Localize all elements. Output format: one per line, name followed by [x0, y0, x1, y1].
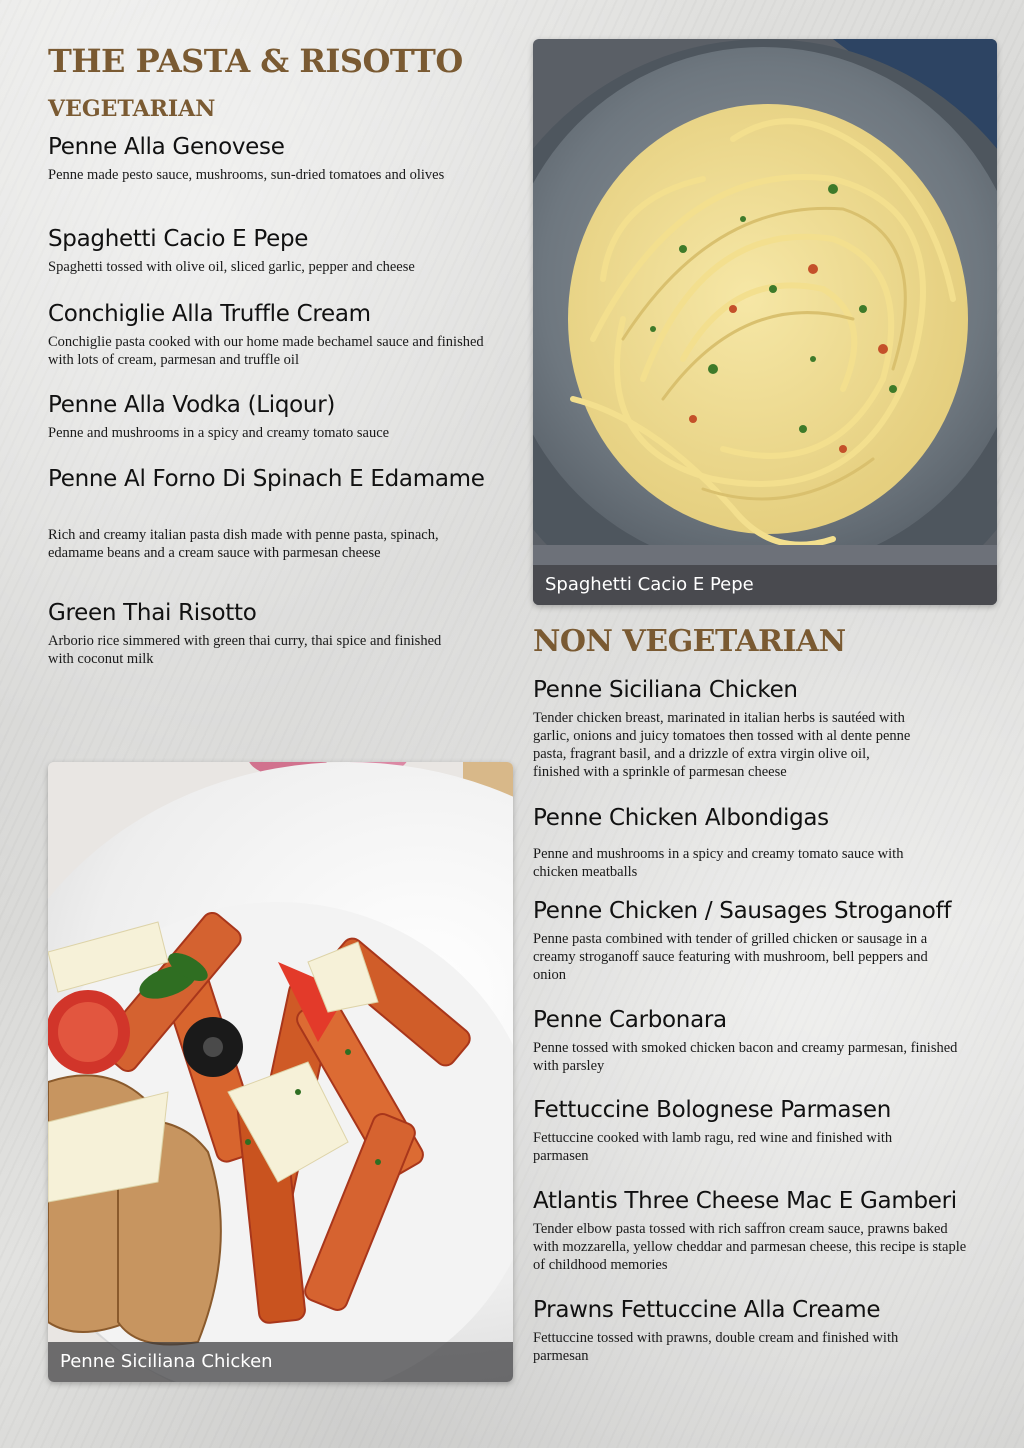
item-description: Penne and mushrooms in a spicy and creamy tomato sauce with chicken meatballs [533, 846, 904, 880]
menu-item [48, 226, 498, 276]
item-description: Tender chicken breast, marinated in italian herbs is sautéed with garlic, onions and juicy tomatoes then tossed with al dente penne pasta, fragrant basil, and a drizzle of extra virgin olive oil, finished with a sprinkle of parmesan cheese [533, 710, 911, 780]
item-name: Penne Siciliana Chicken [533, 677, 798, 703]
item-name: Penne Alla Vodka (Liqour) [48, 392, 336, 418]
item-name: Green Thai Risotto [48, 600, 257, 626]
item-description: Tender elbow pasta tossed with rich saffron cream sauce, prawns baked with mozzarella, yellow cheddar and parmesan cheese, this recipe is staple of childhood memories [533, 1221, 967, 1273]
item-name: Penne Chicken / Sausages Stroganoff [533, 898, 952, 924]
item-description: Arborio rice simmered with green thai curry, thai spice and finished with coconut milk [48, 633, 442, 667]
item-description: Penne pasta combined with tender of grilled chicken or sausage in a creamy stroganoff sauce featuring with mushroom, bell peppers and onion [533, 931, 928, 983]
photo-caption: Spaghetti Cacio E Pepe [533, 565, 997, 605]
page-title: THE PASTA & RISOTTO [48, 42, 463, 80]
item-name: Penne Alla Genovese [48, 134, 285, 160]
menu-item [48, 301, 503, 369]
menu-item [533, 898, 963, 984]
menu-item [48, 392, 498, 442]
item-name: Penne Carbonara [533, 1007, 727, 1033]
menu-item [48, 600, 468, 668]
item-name: Conchiglie Alla Truffle Cream [48, 301, 371, 327]
item-name: Penne Chicken Albondigas [533, 805, 829, 831]
menu-item [533, 1297, 918, 1365]
item-name: Prawns Fettuccine Alla Creame [533, 1297, 881, 1323]
item-description: Rich and creamy italian pasta dish made with penne pasta, spinach, edamame beans and a cream sauce with parmesan cheese [48, 527, 439, 561]
menu-item [533, 1007, 973, 1075]
photo-caption: Penne Siciliana Chicken [48, 1342, 513, 1382]
menu-item [533, 1097, 913, 1165]
item-name: Fettuccine Bolognese Parmasen [533, 1097, 892, 1123]
menu-item [533, 805, 933, 881]
item-description: Fettuccine cooked with lamb ragu, red wine and finished with parmasen [533, 1130, 893, 1164]
menu-item [48, 134, 498, 184]
item-description: Fettuccine tossed with prawns, double cream and finished with parmesan [533, 1330, 899, 1364]
menu-item [533, 677, 918, 781]
item-name: Spaghetti Cacio E Pepe [48, 226, 309, 252]
item-description: Spaghetti tossed with olive oil, sliced garlic, pepper and cheese [48, 259, 415, 275]
menu-item [48, 466, 485, 562]
item-description: Penne made pesto sauce, mushrooms, sun-dried tomatoes and olives [48, 167, 445, 183]
item-name: Atlantis Three Cheese Mac E Gamberi [533, 1188, 957, 1214]
item-description: Conchiglie pasta cooked with our home made bechamel sauce and finished with lots of cream, parmesan and truffle oil [48, 334, 484, 368]
vegetarian-heading: VEGETARIAN [48, 96, 216, 122]
non-vegetarian-heading: NON VEGETARIAN [533, 624, 846, 659]
menu-item [533, 1188, 973, 1274]
spaghetti-illustration [533, 39, 997, 605]
item-name: Penne Al Forno Di Spinach E Edamame [48, 466, 485, 492]
spaghetti-photo [533, 39, 997, 605]
item-description: Penne tossed with smoked chicken bacon and creamy parmesan, finished with parsley [533, 1040, 958, 1074]
penne-illustration [48, 762, 513, 1382]
item-description: Penne and mushrooms in a spicy and creamy tomato sauce [48, 425, 390, 441]
penne-photo [48, 762, 513, 1382]
